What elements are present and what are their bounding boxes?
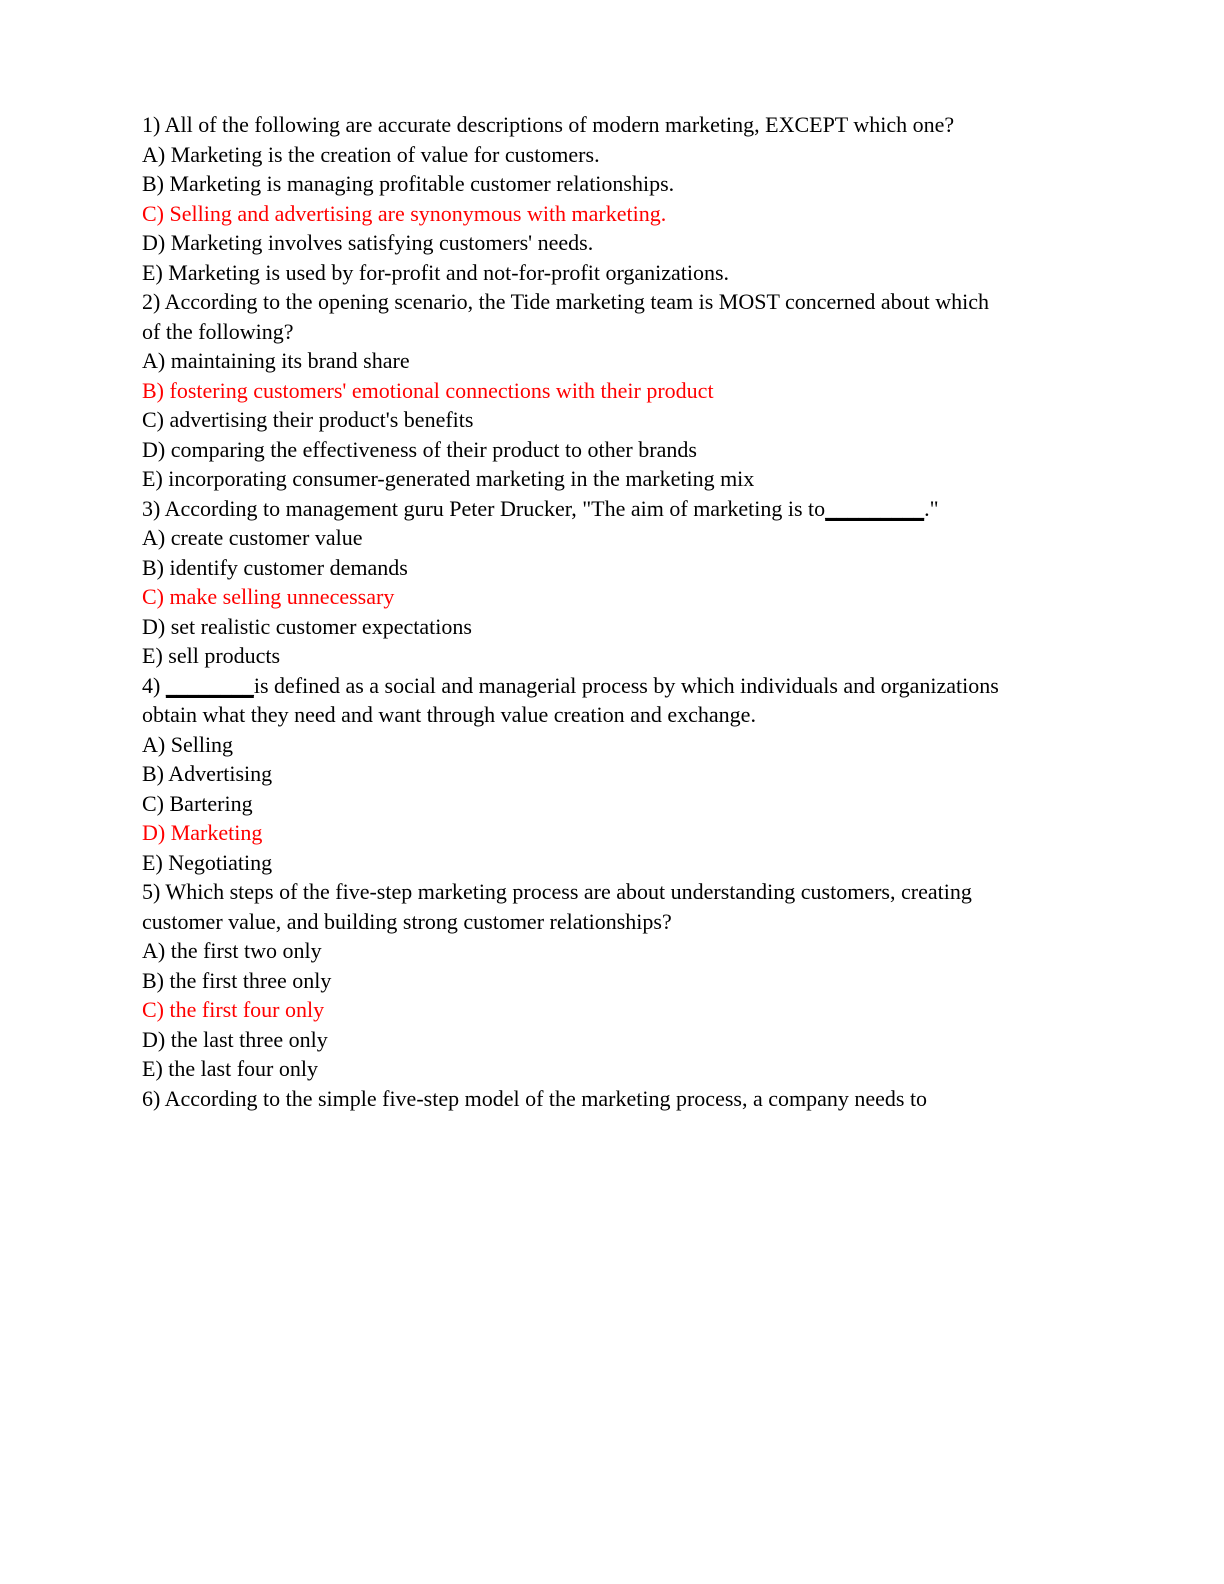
question-4	[142, 671, 1082, 878]
question-1-option-c-correct: C) Selling and advertising are synonymous with marketing.	[142, 200, 667, 226]
question-3-option-c-correct: C) make selling unnecessary	[142, 584, 395, 609]
question-2-option-e: E) incorporating consumer-generated marketing in the marketing mix	[142, 466, 755, 491]
question-1-stem: 1) All of the following are accurate descriptions of modern marketing, EXCEPT which one?	[142, 112, 955, 137]
question-3-option-a: A) create customer value	[142, 525, 363, 550]
question-4-option-b: B) Advertising	[142, 761, 273, 786]
question-1-option-a: A) Marketing is the creation of value for customers.	[142, 141, 600, 167]
question-5-option-b: B) the first three only	[142, 967, 332, 993]
question-4-option-e: E) Negotiating	[142, 849, 273, 875]
question-4-stem-prefix: 4)	[142, 672, 166, 698]
question-3	[142, 494, 1082, 671]
question-2-option-a: A) maintaining its brand share	[142, 348, 410, 373]
question-5-option-c-correct: C) the first four only	[142, 997, 325, 1022]
question-1-option-d: D) Marketing involves satisfying customers' needs.	[142, 230, 594, 255]
question-5-option-a: A) the first two only	[142, 938, 322, 963]
question-4-option-a: A) Selling	[142, 731, 234, 757]
question-2-stem-line-2: of the following?	[142, 318, 294, 344]
question-5-stem-line-2: customer value, and building strong customer relationships?	[142, 908, 672, 934]
question-5-stem-line-1: 5) Which steps of the five-step marketing process are about understanding customers, creating	[142, 879, 972, 904]
question-3-option-d: D) set realistic customer expectations	[142, 613, 472, 639]
question-3-stem-prefix: 3) According to management guru Peter Drucker, "The aim of marketing is to	[142, 495, 826, 521]
question-5-option-d: D) the last three only	[142, 1026, 328, 1052]
question-4-option-d-correct: D) Marketing	[142, 820, 263, 845]
question-3-option-b: B) identify customer demands	[142, 554, 408, 580]
question-4-stem-line-2: obtain what they need and want through value creation and exchange.	[142, 702, 756, 727]
question-2	[142, 287, 1082, 494]
question-5	[142, 877, 1082, 1084]
question-2-stem-line-1: 2) According to the opening scenario, the Tide marketing team is MOST concerned about which	[142, 289, 990, 314]
question-4-fill-blank: ________	[165, 672, 254, 698]
question-3-stem-suffix: ."	[924, 495, 939, 521]
question-2-option-c: C) advertising their product's benefits	[142, 407, 474, 432]
question-5-option-e: E) the last four only	[142, 1056, 318, 1081]
question-3-stem	[142, 494, 1082, 524]
question-6	[142, 1084, 1082, 1114]
question-4-option-c: C) Bartering	[142, 790, 253, 816]
question-1-option-e: E) Marketing is used by for-profit and not-for-profit organizations.	[142, 259, 730, 285]
question-4-stem-suffix: is defined as a social and managerial process by which individuals and organizations	[253, 672, 999, 698]
question-4-stem-line-1	[142, 671, 1082, 701]
quiz-page	[142, 110, 1082, 1113]
question-6-stem: 6) According to the simple five-step model of the marketing process, a company needs to	[142, 1085, 928, 1111]
question-3-fill-blank: _________	[825, 495, 925, 521]
question-1-option-b: B) Marketing is managing profitable customer relationships.	[142, 171, 675, 196]
question-1	[142, 110, 1082, 287]
question-2-option-d: D) comparing the effectiveness of their product to other brands	[142, 436, 697, 462]
question-3-option-e: E) sell products	[142, 643, 281, 668]
question-2-option-b-correct: B) fostering customers' emotional connections with their product	[142, 377, 714, 403]
